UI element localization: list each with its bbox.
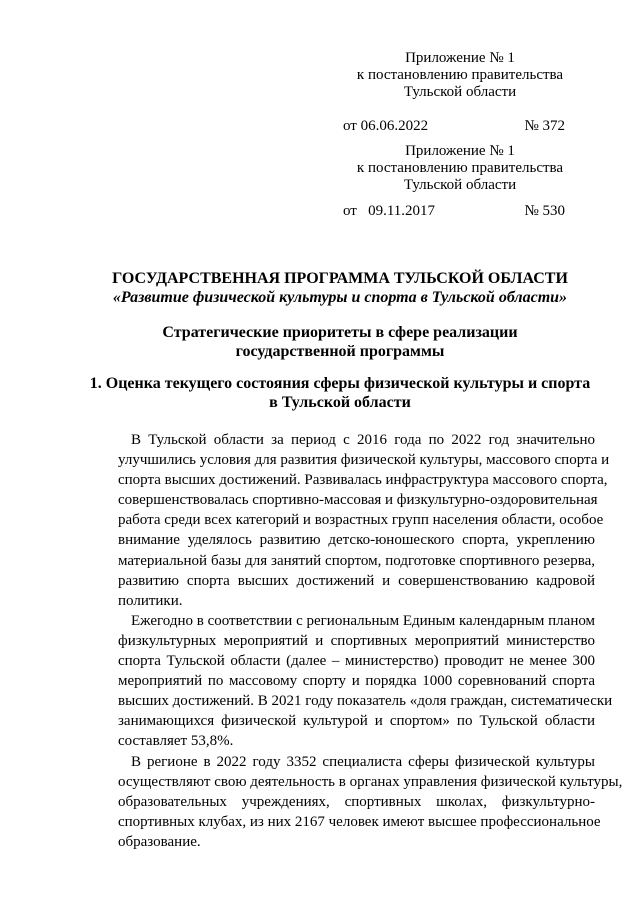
appendix-current-line1: Приложение № 1 bbox=[405, 50, 515, 66]
section-heading-line1: 1. Оценка текущего состояния сферы физической культуры и спорта bbox=[89, 375, 591, 392]
paragraph-line: спортивных клубах, из них 2167 человек имеют высшее профессиональное bbox=[118, 813, 601, 830]
priorities-heading-line1: Стратегические приоритеты в сфере реализации bbox=[162, 324, 518, 341]
paragraph-line: внимание уделялось развитию детско-юношеского спорта, укреплению bbox=[118, 532, 595, 549]
appendix-current-header bbox=[340, 50, 580, 101]
paragraph-line: составляет 53,8%. bbox=[118, 733, 234, 750]
paragraph-line: улучшились условия для развития физической культуры, массового спорта и bbox=[118, 452, 610, 469]
appendix-current-date: от 06.06.2022 bbox=[343, 118, 429, 134]
paragraph bbox=[118, 611, 613, 752]
body-text bbox=[118, 430, 623, 852]
paragraph-line: В регионе в 2022 году 3352 специалиста сферы физической культуры bbox=[131, 753, 595, 770]
priorities-heading-line2: государственной программы bbox=[235, 343, 445, 360]
paragraph bbox=[118, 752, 623, 852]
appendix-original-line1: Приложение № 1 bbox=[405, 143, 515, 159]
appendix-current-line3: Тульской области bbox=[403, 84, 517, 100]
appendix-current-line2: к постановлению правительства bbox=[356, 67, 564, 83]
section-heading-line2: в Тульской области bbox=[269, 394, 411, 411]
paragraph-line: развитию спорта высших достижений и совершенствованию кадровой bbox=[118, 572, 595, 589]
appendix-original-line3: Тульской области bbox=[403, 177, 517, 193]
appendix-current-reference bbox=[343, 118, 565, 135]
paragraph-line: политики. bbox=[118, 592, 183, 609]
appendix-original-line2: к постановлению правительства bbox=[356, 160, 564, 176]
paragraph-line: занимающихся физической культурой и спортом» по Тульской области bbox=[118, 713, 595, 730]
paragraph-line: высших достижений. В 2021 году показатель «доля граждан, систематически bbox=[118, 693, 613, 710]
paragraph-line: осуществляют свою деятельность в органах управления физической культуры, bbox=[118, 773, 623, 790]
appendix-original-number: № 530 bbox=[524, 203, 565, 219]
paragraph-line: В Тульской области за период с 2016 года по 2022 год значительно bbox=[131, 432, 595, 448]
paragraph-line: Ежегодно в соответствии с региональным Единым календарным планом bbox=[131, 612, 596, 629]
paragraph bbox=[118, 430, 610, 611]
appendix-original-reference bbox=[343, 203, 565, 220]
paragraph-line: образовательных учреждениях, спортивных школах, физкультурно- bbox=[118, 793, 595, 810]
paragraph-line: физкультурных мероприятий и спортивных мероприятий министерство bbox=[118, 632, 595, 649]
appendix-current-number: № 372 bbox=[524, 118, 565, 134]
paragraph-line: спорта Тульской области (далее – министерство) проводит не менее 300 bbox=[118, 653, 595, 670]
paragraph-line: мероприятий по массовому спорту и порядка 1000 соревнований спорта bbox=[118, 673, 595, 690]
appendix-original-date: от 09.11.2017 bbox=[343, 203, 436, 219]
priorities-heading bbox=[60, 323, 620, 361]
paragraph-line: образование. bbox=[118, 833, 201, 850]
paragraph-line: спорта высших достижений. Развивалась инфраструктура массового спорта, bbox=[118, 472, 608, 489]
appendix-original-header bbox=[340, 143, 580, 194]
program-title-line2: «Развитие физической культуры и спорта в Тульской области» bbox=[112, 289, 568, 306]
paragraph-line: совершенствовалась спортивно-массовая и физкультурно-оздоровительная bbox=[118, 492, 598, 509]
program-title-line1: ГОСУДАРСТВЕННАЯ ПРОГРАММА ТУЛЬСКОЙ ОБЛАСТИ bbox=[112, 270, 568, 287]
program-title bbox=[60, 269, 620, 307]
section-heading bbox=[60, 374, 620, 412]
paragraph-line: работа среди всех категорий и возрастных групп населения области, особое bbox=[118, 512, 604, 529]
paragraph-line: материальной базы для занятий спортом, подготовке спортивного резерва, bbox=[118, 552, 595, 569]
